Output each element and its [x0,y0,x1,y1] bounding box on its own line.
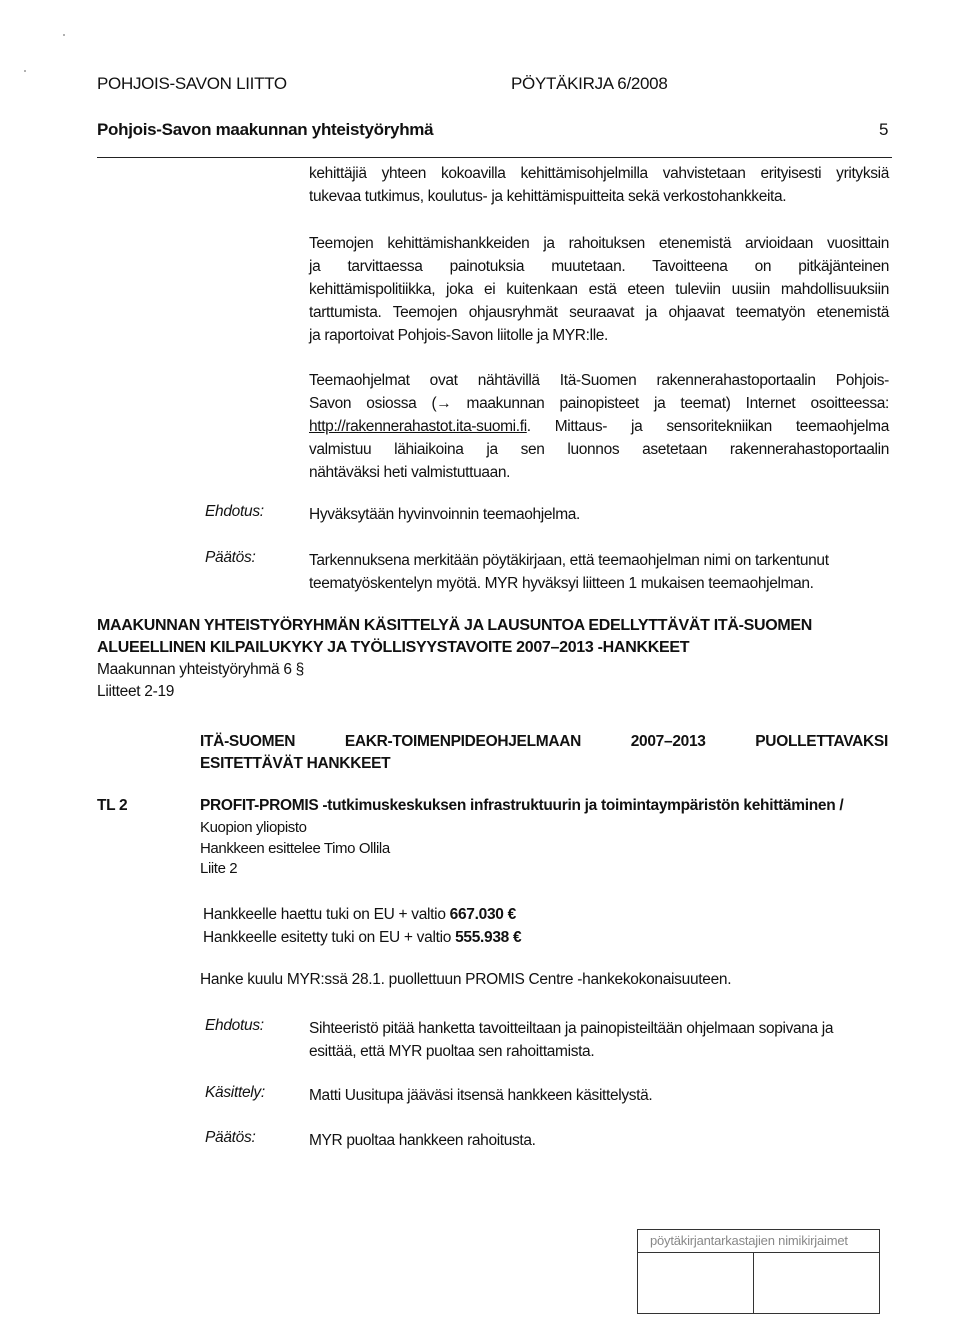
section-title-line: ALUEELLINEN KILPAILUKYKY JA TYÖLLISYYSTAVOITE 2007–2013 -HANKKEET [97,639,690,656]
text-line [309,415,889,438]
text-line: kehittäjiä yhteen kokoavilla kehittämisohjelmilla vahvistetaan erityisesti yrityksiä [309,165,889,182]
text-line: tukevaa tutkimus, koulutus- ja kehittämispuitteita sekä verkostohankkeita. [309,188,787,205]
intro-paragraph [309,162,889,208]
currency-symbol: € [513,929,522,946]
group-name: Pohjois-Savon maakunnan yhteistyöryhmä [97,120,434,139]
decision-label: Päätös: [205,549,256,566]
heading-word: EAKR-TOIMENPIDEOHJELMAAN [344,733,582,750]
project-membership: Hanke kuulu MYR:ssä 28.1. puollettuun PROMIS Centre -hankekokonaisuuteen. [200,971,732,988]
text-line: teematyöskentelyn myötä. MYR hyväksyi liitteen 1 mukaisen teemaohjelman. [309,575,814,592]
decision-text: MYR puoltaa hankkeen rahoitusta. [309,1132,536,1149]
heading-word: ITÄ-SUOMEN [200,733,296,750]
currency-symbol: € [507,906,516,923]
text-line: Savon osiossa (→ maakunnan painopisteet ja teemat) Internet osoitteessa: [309,395,889,412]
page-number: 5 [879,120,889,139]
text-line: Tarkennuksena merkitään pöytäkirjaan, että teemaohjelman nimi on tarkentunut [309,552,829,569]
applied-funding [203,903,521,926]
document-number: PÖYTÄKIRJA 6/2008 [511,74,668,93]
decision-label: Päätös: [205,1129,256,1146]
section-title [97,615,892,659]
evaluation-paragraph [309,232,889,347]
text-line: tarttumista. Teemojen ohjausryhmät seuraavat ja ohjaavat teematyön etenemistä [309,304,889,321]
project-presenter: Hankkeen esittelee Timo Ollila [200,839,390,857]
text-line: ja tarvittaessa painotuksia muutetaan. Tavoitteena on pitkäjänteinen [309,258,889,275]
program-heading-line: ESITETTÄVÄT HANKKEET [200,755,391,772]
text-line: kehittämispolitiikka, joka ei kuitenkaan estä eteen tuleviin uusiin mahdollisuuksiin [309,281,889,298]
handling-label: Käsittely: [205,1084,265,1101]
project-code: TL 2 [97,797,128,814]
proposal-label: Ehdotus: [205,503,264,520]
org-name: POHJOIS-SAVON LIITTO [97,74,287,93]
project-organization: Kuopion yliopisto [200,819,307,836]
text-line: nähtäväksi heti valmistuttuaan. [309,464,511,481]
proposal-text: Hyväksytään hyvinvoinnin teemaohjelma. [309,506,581,523]
funding-label: Hankkeelle haettu tuki on EU + valtio [203,906,450,923]
section-title-line: MAAKUNNAN YHTEISTYÖRYHMÄN KÄSITTELYÄ JA LAUSUNTOA EDELLYTTÄVÄT ITÄ-SUOMEN [97,617,813,634]
project-details [200,818,390,880]
initials-box [637,1229,880,1314]
proposal-label: Ehdotus: [205,1017,264,1034]
text-line: Sihteeristö pitää hanketta tavoitteiltaan ja painopisteiltään ohjelmaan sopivana ja [309,1020,834,1037]
applied-amount: 667.030 [449,906,504,923]
decision-text [309,549,889,595]
proposal-text [309,1017,889,1063]
box-divider [638,1252,879,1253]
heading-word: PUOLLETTAVAKSI [755,733,888,750]
text-fragment: . Mittaus- ja sensoritekniikan teemaohjelma [526,418,889,435]
project-attachment: Liite 2 [200,860,238,877]
section-attachments: Liitteet 2-19 [97,683,175,700]
programs-paragraph [309,369,889,484]
text-line: Teemaohjelmat ovat nähtävillä Itä-Suomen rakennerahastoportaalin Pohjois- [309,372,889,389]
scan-speck [63,34,65,36]
scan-speck [24,70,26,72]
text-line: valmistuu lähiaikoina ja sen luonnos asetetaan rakennerahastoportaalin [309,441,889,458]
program-heading-line [200,731,888,753]
handling-text: Matti Uusitupa jääväsi itsensä hankkeen käsittelystä. [309,1087,653,1104]
box-divider [753,1252,754,1313]
text-line: ja raportoivat Pohjois-Savon liitolle ja MYR:lle. [309,327,609,344]
text-line: Teemojen kehittämishankkeiden ja rahoituksen etenemistä arvioidaan vuosittain [309,235,889,252]
funding-label: Hankkeelle esitetty tuki on EU + valtio [203,929,456,946]
initials-caption: pöytäkirjantarkastajien nimikirjaimet [650,1233,848,1248]
text-line: esittää, että MYR puoltaa sen rahoittamista. [309,1043,595,1060]
portal-link[interactable]: http://rakennerahastot.ita-suomi.fi [309,418,527,435]
proposed-funding [203,926,521,949]
proposed-amount: 555.938 [455,929,509,946]
program-heading [200,731,888,775]
section-reference: Maakunnan yhteistyöryhmä 6 § [97,661,304,678]
header-rule [97,157,892,158]
project-title: PROFIT-PROMIS -tutkimuskeskuksen infrastruktuurin ja toimintaympäristön kehittäminen / [200,797,844,814]
funding-info [203,903,521,949]
heading-word: 2007–2013 [630,733,706,750]
